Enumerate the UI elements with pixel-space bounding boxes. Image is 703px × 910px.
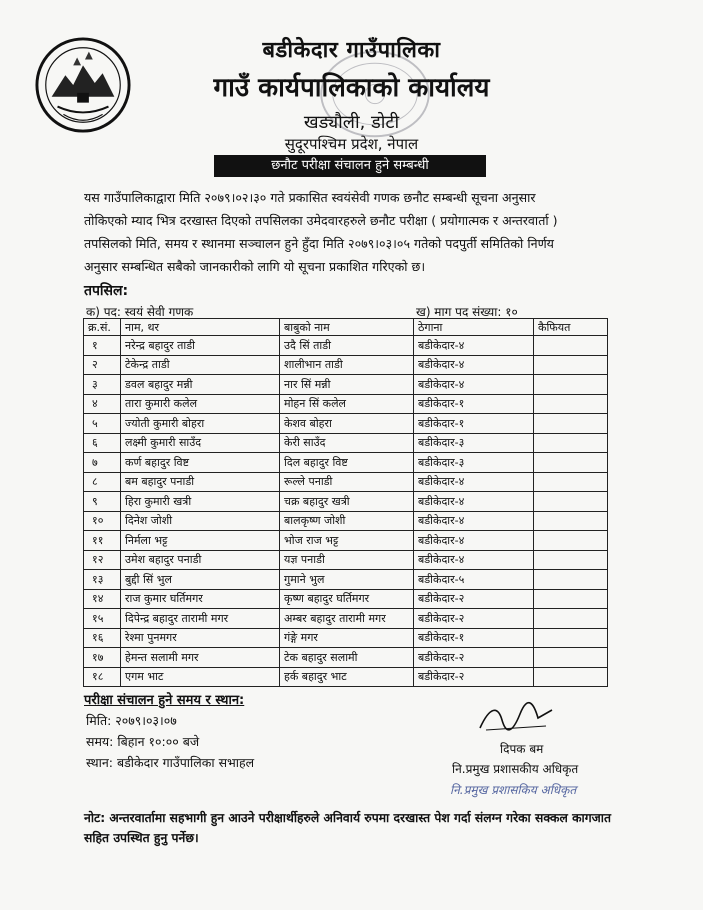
notice-body (84, 186, 609, 278)
signatory-name: दिपक बम (500, 742, 544, 756)
cell-name: नरेन्द्र बहादुर ताडी (121, 336, 280, 356)
cell-remarks (534, 667, 608, 687)
cell-sn: ५ (84, 414, 121, 434)
exam-heading: परीक्षा संचालन हुने समय र स्थान: (84, 693, 245, 708)
table-row (84, 667, 608, 687)
cell-sn: १० (84, 511, 121, 531)
signature-icon (476, 700, 556, 738)
cell-remarks (534, 511, 608, 531)
cell-address: बडीकेदार-३ (414, 433, 534, 453)
cell-father-name: बालकृष्ण जोशी (280, 511, 414, 531)
cell-remarks (534, 394, 608, 414)
cell-name: हेमन्त सलामी मगर (121, 648, 280, 668)
cell-address: बडीकेदार-४ (414, 511, 534, 531)
cell-sn: ४ (84, 394, 121, 414)
cell-sn: १८ (84, 667, 121, 687)
cell-father-name: भोज राज भट्ट (280, 531, 414, 551)
notice-subject: छनौट परीक्षा संचालन हुने सम्बन्धी (214, 155, 486, 177)
cell-remarks (534, 531, 608, 551)
signatory-title: नि.प्रमुख प्रशासकीय अधिकृत (452, 762, 579, 776)
exam-place: स्थान: बडीकेदार गाउँपालिका सभाहल (86, 755, 255, 770)
cell-father-name: गुमाने भुल (280, 570, 414, 590)
cell-sn: १५ (84, 609, 121, 629)
table-row (84, 375, 608, 395)
cell-name: डवल बहादुर मन्नी (121, 375, 280, 395)
cell-father-name: कृष्ण बहादुर घर्तिमगर (280, 589, 414, 609)
table-row (84, 414, 608, 434)
table-row (84, 472, 608, 492)
cell-name: रेश्मा पुनमगर (121, 628, 280, 648)
cell-address: बडीकेदार-२ (414, 667, 534, 687)
cell-sn: १३ (84, 570, 121, 590)
cell-address: बडीकेदार-४ (414, 375, 534, 395)
cell-remarks (534, 355, 608, 375)
cell-remarks (534, 589, 608, 609)
cell-sn: १२ (84, 550, 121, 570)
cell-remarks (534, 414, 608, 434)
table-row (84, 531, 608, 551)
cell-name: बम बहादुर पनाडी (121, 472, 280, 492)
cell-father-name: शालीभान ताडी (280, 355, 414, 375)
cell-address: बडीकेदार-४ (414, 355, 534, 375)
cell-name: लक्ष्मी कुमारी साउँद (121, 433, 280, 453)
exam-date: मिति: २०७९।०३।०७ (86, 713, 177, 728)
cell-sn: १ (84, 336, 121, 356)
cell-name: तारा कुमारी कलेल (121, 394, 280, 414)
cell-address: बडीकेदार-४ (414, 492, 534, 512)
cell-name: दिनेश जोशी (121, 511, 280, 531)
notice-body-line: अनुसार सम्बन्धित सबैको जानकारीको लागि यो सूचना प्रकाशित गरिएको छ। (84, 259, 426, 274)
cell-remarks (534, 375, 608, 395)
cell-remarks (534, 628, 608, 648)
cell-address: बडीकेदार-२ (414, 609, 534, 629)
table-header-row (84, 319, 608, 336)
cell-name: दिपेन्द्र बहादुर तारामी मगर (121, 609, 280, 629)
cell-sn: ३ (84, 375, 121, 395)
cell-name: एगम भाट (121, 667, 280, 687)
table-row (84, 355, 608, 375)
office-name: गाउँ कार्यपालिकाको कार्यालय (213, 73, 490, 103)
cell-address: बडीकेदार-४ (414, 472, 534, 492)
notice-body-line: यस गाउँपालिकाद्वारा मिति २०७९।०२।३० गते प्रकासित स्वयंसेवी गणक छनौट सम्बन्धी सूचना अनुसार (84, 190, 536, 205)
col-header-name: नाम, थर (121, 319, 280, 336)
cell-remarks (534, 570, 608, 590)
exam-time: समय: बिहान १०:०० बजे (86, 734, 200, 749)
table-row (84, 570, 608, 590)
candidate-table (83, 318, 608, 687)
cell-father-name: रूल्ले पनाडी (280, 472, 414, 492)
cell-father-name: अम्बर बहादुर तारामी मगर (280, 609, 414, 629)
cell-father-name: चक्र बहादुर खत्री (280, 492, 414, 512)
col-header-address: ठेगाना (414, 319, 534, 336)
cell-name: राज कुमार घर्तिमगर (121, 589, 280, 609)
cell-address: बडीकेदार-४ (414, 531, 534, 551)
cell-father-name: केशव बोहरा (280, 414, 414, 434)
cell-address: बडीकेदार-२ (414, 589, 534, 609)
cell-address: बडीकेदार-३ (414, 453, 534, 473)
cell-address: बडीकेदार-१ (414, 628, 534, 648)
cell-address: बडीकेदार-१ (414, 394, 534, 414)
cell-sn: १७ (84, 648, 121, 668)
cell-address: बडीकेदार-४ (414, 336, 534, 356)
cell-name: ज्योती कुमारी बोहरा (121, 414, 280, 434)
posts-count: ख) माग पद संख्या: १० (416, 305, 518, 319)
cell-remarks (534, 609, 608, 629)
cell-sn: १४ (84, 589, 121, 609)
table-row (84, 336, 608, 356)
cell-father-name: टेक बहादुर सलामी (280, 648, 414, 668)
cell-sn: २ (84, 355, 121, 375)
table-row (84, 550, 608, 570)
cell-remarks (534, 453, 608, 473)
col-header-remarks: कैफियत (534, 319, 608, 336)
cell-address: बडीकेदार-१ (414, 414, 534, 434)
cell-address: बडीकेदार-५ (414, 570, 534, 590)
table-row (84, 492, 608, 512)
cell-remarks (534, 472, 608, 492)
table-row (84, 433, 608, 453)
table-row (84, 648, 608, 668)
cell-sn: ८ (84, 472, 121, 492)
cell-name: कर्ण बहादुर विष्ट (121, 453, 280, 473)
table-row (84, 609, 608, 629)
signatory-stamp: नि.प्रमुख प्रशासकिय अधिकृत (450, 783, 577, 797)
cell-sn: ७ (84, 453, 121, 473)
cell-father-name: उदै सिं ताडी (280, 336, 414, 356)
cell-name: टेकेन्द्र ताडी (121, 355, 280, 375)
table-row (84, 511, 608, 531)
cell-name: बुद्दी सिं भुल (121, 570, 280, 590)
cell-father-name: हर्क बहादुर भाट (280, 667, 414, 687)
notice-body-line: तपसिलको मिति, समय र स्थानमा सञ्चालन हुने हुँदा मिति २०७९।०३।०५ गतेको पदपुर्ती समितिको निर्णय (84, 236, 554, 251)
cell-sn: ११ (84, 531, 121, 551)
cell-father-name: मोहन सिं कलेल (280, 394, 414, 414)
cell-name: हिरा कुमारी खत्री (121, 492, 280, 512)
table-row (84, 394, 608, 414)
cell-sn: ९ (84, 492, 121, 512)
table-row (84, 589, 608, 609)
cell-remarks (534, 433, 608, 453)
cell-sn: १६ (84, 628, 121, 648)
cell-father-name: गंङ्गे मगर (280, 628, 414, 648)
col-header-sn: क्र.सं. (84, 319, 121, 336)
cell-remarks (534, 648, 608, 668)
cell-name: उमेश बहादुर पनाडी (121, 550, 280, 570)
cell-name: निर्मला भट्ट (121, 531, 280, 551)
col-header-father: बाबुको नाम (280, 319, 414, 336)
cell-father-name: केरी साउँद (280, 433, 414, 453)
table-row (84, 453, 608, 473)
notice-body-line: तोकिएको म्याद भित्र दरखास्त दिएको तपसिलका उमेदवारहरुले छनौट परीक्षा ( प्रयोगात्मक र अन्तरवार्ता ) (84, 213, 558, 228)
cell-address: बडीकेदार-२ (414, 648, 534, 668)
cell-sn: ६ (84, 433, 121, 453)
office-location: खड्यौली, डोटी (303, 112, 400, 133)
cell-address: बडीकेदार-४ (414, 550, 534, 570)
details-heading: तपसिल: (84, 283, 129, 299)
cell-remarks (534, 492, 608, 512)
province-name: सुदूरपश्चिम प्रदेश, नेपाल (284, 135, 419, 153)
cell-father-name: नार सिं मन्नी (280, 375, 414, 395)
cell-remarks (534, 550, 608, 570)
table-row (84, 628, 608, 648)
cell-father-name: दिल बहादुर विष्ट (280, 453, 414, 473)
cell-father-name: यज्ञ पनाडी (280, 550, 414, 570)
notice-note: नोट: अन्तरवार्तामा सहभागी हुन आउने परीक्षार्थीहरुले अनिवार्य रुपमा दरखास्त पेश गर्दा संलग्न गरेका सक्कल कागजात सहित उपस्थित हुनु पर्नेछ। (84, 811, 611, 845)
cell-remarks (534, 336, 608, 356)
municipality-name: बडीकेदार गाउँपालिका (262, 38, 441, 63)
post-label: क) पद: स्वयं सेवी गणक (86, 305, 194, 319)
